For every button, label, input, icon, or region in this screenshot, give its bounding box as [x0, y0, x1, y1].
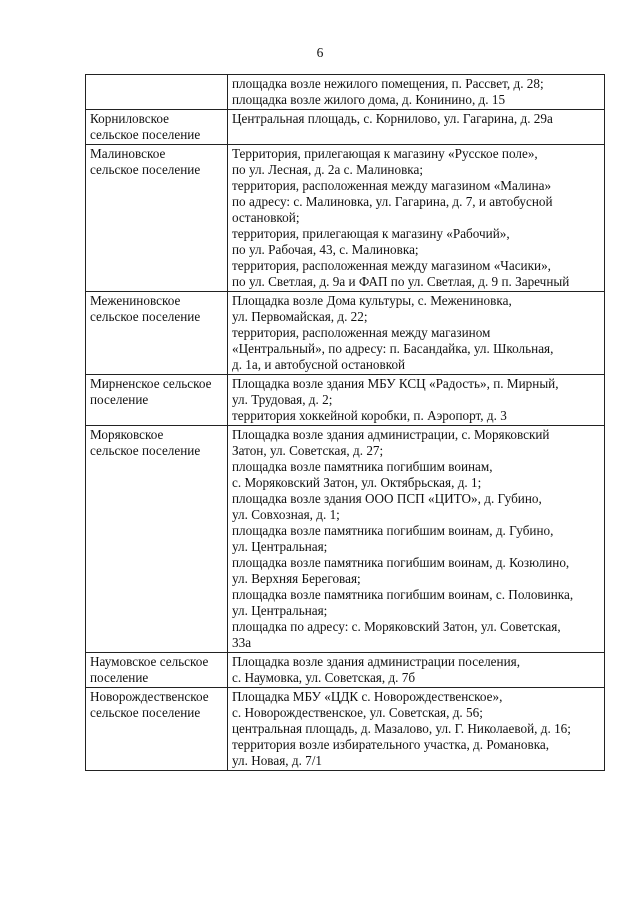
settlement-cell [86, 375, 228, 426]
location-line: Площадка возле Дома культуры, с. Межениновка, [232, 293, 512, 308]
settlement-name-line: Малиновское [90, 146, 166, 161]
settlement-cell [86, 75, 228, 110]
location-line: по ул. Лесная, д. 2а с. Малиновка; [232, 162, 424, 177]
settlement-name-line: Мирненское сельское [90, 376, 212, 391]
settlement-cell [86, 145, 228, 292]
location-line: ул. Центральная; [232, 603, 328, 618]
location-line: территория, расположенная между магазином [232, 325, 491, 340]
location-line: площадка возле памятника погибшим воинам, [232, 459, 493, 474]
polling-locations-table [85, 74, 605, 771]
location-line: площадка по адресу: с. Моряковский Затон, ул. Советская, [232, 619, 561, 634]
settlement-name-line: сельское поселение [90, 127, 201, 142]
locations-cell [228, 688, 605, 771]
table-row [86, 653, 605, 688]
locations-cell [228, 653, 605, 688]
locations-cell [228, 110, 605, 145]
location-line: ул. Верхняя Береговая; [232, 571, 361, 586]
settlement-name-line: сельское поселение [90, 705, 201, 720]
settlement-name-line: поселение [90, 392, 149, 407]
location-line: ул. Первомайская, д. 22; [232, 309, 368, 324]
location-line: территория, расположенная между магазином «Малина» [232, 178, 552, 193]
locations-cell [228, 426, 605, 653]
settlement-name-line: Корниловское [90, 111, 169, 126]
locations-cell [228, 75, 605, 110]
settlement-cell [86, 110, 228, 145]
table-row [86, 375, 605, 426]
location-line: территория, расположенная между магазином «Часики», [232, 258, 551, 273]
location-line: д. 1а, и автобусной остановкой [232, 357, 406, 372]
location-line: ул. Совхозная, д. 1; [232, 507, 340, 522]
location-line: площадка возле памятника погибшим воинам, с. Половинка, [232, 587, 574, 602]
locations-cell [228, 145, 605, 292]
table-body [86, 75, 605, 771]
location-line: с. Моряковский Затон, ул. Октябрьская, д. 1; [232, 475, 482, 490]
location-line: Площадка возле здания администрации поселения, [232, 654, 520, 669]
location-line: 33а [232, 635, 252, 650]
location-line: центральная площадь, д. Мазалово, ул. Г. Николаевой, д. 16; [232, 721, 571, 736]
location-line: площадка возле нежилого помещения, п. Рассвет, д. 28; [232, 76, 544, 91]
table-row [86, 426, 605, 653]
settlement-name-line: Межениновское [90, 293, 181, 308]
location-line: ул. Новая, д. 7/1 [232, 753, 323, 768]
location-line: Центральная площадь, с. Корнилово, ул. Гагарина, д. 29а [232, 111, 553, 126]
location-line: остановкой; [232, 210, 300, 225]
location-line: Площадка возле здания МБУ КСЦ «Радость», п. Мирный, [232, 376, 559, 391]
table-row [86, 292, 605, 375]
location-line: Территория, прилегающая к магазину «Русское поле», [232, 146, 538, 161]
locations-cell [228, 292, 605, 375]
table-row [86, 110, 605, 145]
settlement-name-line: сельское поселение [90, 162, 201, 177]
location-line: по ул. Рабочая, 43, с. Малиновка; [232, 242, 419, 257]
location-line: Площадка возле здания администрации, с. Моряковский [232, 427, 550, 442]
settlement-cell [86, 653, 228, 688]
location-line: Затон, ул. Советская, д. 27; [232, 443, 384, 458]
location-line: ул. Трудовая, д. 2; [232, 392, 333, 407]
locations-cell [228, 375, 605, 426]
location-line: Площадка МБУ «ЦДК с. Новорождественское», [232, 689, 503, 704]
location-line: ул. Центральная; [232, 539, 328, 554]
location-line: по адресу: с. Малиновка, ул. Гагарина, д. 7, и автобусной [232, 194, 553, 209]
settlement-cell [86, 688, 228, 771]
settlement-name-line: сельское поселение [90, 309, 201, 324]
location-line: площадка возле памятника погибшим воинам, д. Губино, [232, 523, 554, 538]
location-line: площадка возле памятника погибшим воинам, д. Козюлино, [232, 555, 570, 570]
settlement-name-line: поселение [90, 670, 149, 685]
location-line: территория, прилегающая к магазину «Рабочий», [232, 226, 510, 241]
location-line: с. Наумовка, ул. Советская, д. 7б [232, 670, 416, 685]
settlement-cell [86, 426, 228, 653]
location-line: «Центральный», по адресу: п. Басандайка, ул. Школьная, [232, 341, 554, 356]
location-line: с. Новорождественское, ул. Советская, д. 56; [232, 705, 483, 720]
location-line: площадка возле жилого дома, д. Конинино, д. 15 [232, 92, 506, 107]
location-line: территория хоккейной коробки, п. Аэропорт, д. 3 [232, 408, 507, 423]
settlement-name-line: Наумовское сельское [90, 654, 209, 669]
location-line: площадка возле здания ООО ПСП «ЦИТО», д. Губино, [232, 491, 542, 506]
location-line: по ул. Светлая, д. 9а и ФАП по ул. Светлая, д. 9 п. Заречный [232, 274, 570, 289]
settlement-name-line: Новорождественское [90, 689, 209, 704]
table-row [86, 75, 605, 110]
page-number: 6 [316, 45, 324, 60]
table-row [86, 145, 605, 292]
table-row [86, 688, 605, 771]
location-line: территория возле избирательного участка, д. Романовка, [232, 737, 550, 752]
settlement-name-line: Моряковское [90, 427, 164, 442]
settlement-name-line: сельское поселение [90, 443, 201, 458]
settlement-cell [86, 292, 228, 375]
